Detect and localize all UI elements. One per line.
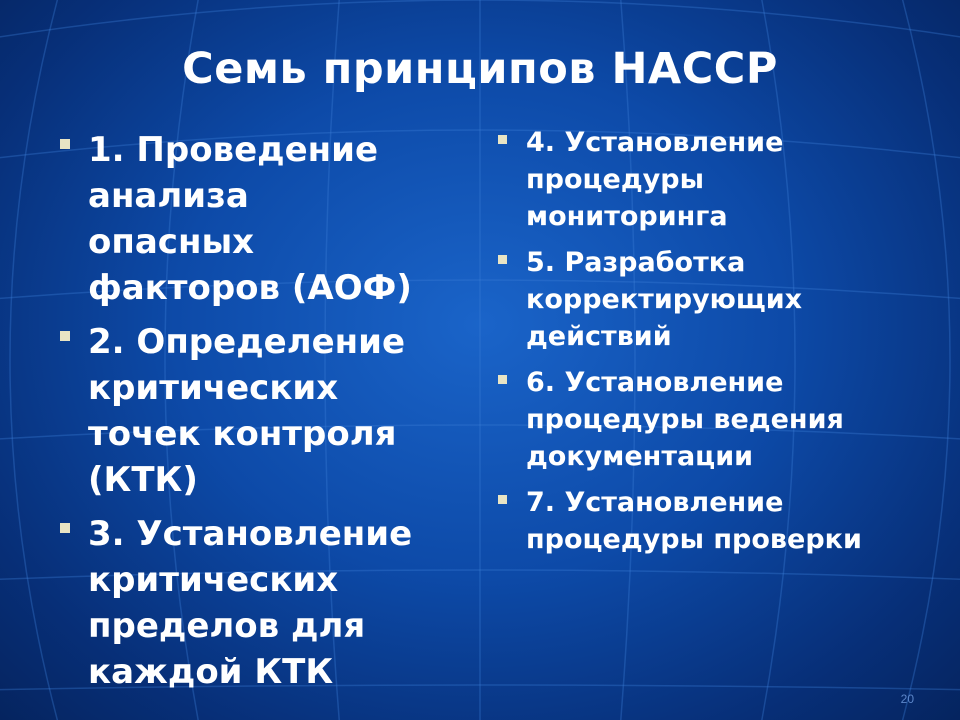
square-bullet-icon <box>498 135 507 144</box>
principle-4-text: 4. Установление процедуры мониторинга <box>526 127 784 232</box>
list-item <box>60 511 460 695</box>
square-bullet-icon <box>60 139 70 149</box>
principles-left-list <box>60 127 460 703</box>
principle-3-text: 3. Установление критических пределов для каждой КТК <box>88 514 413 692</box>
list-item <box>60 127 460 311</box>
principle-7-text: 7. Установление процедуры проверки <box>526 487 862 555</box>
square-bullet-icon <box>498 375 507 384</box>
list-item <box>60 319 460 503</box>
principles-right-list <box>498 124 948 567</box>
square-bullet-icon <box>498 495 507 504</box>
list-item <box>498 484 948 558</box>
square-bullet-icon <box>60 523 70 533</box>
slide-title: Семь принципов НАССР <box>182 44 778 94</box>
principle-6-text: 6. Установление процедуры ведения документации <box>526 367 844 472</box>
list-item <box>498 364 948 475</box>
principle-1-text: 1. Проведение анализа опасных факторов (АОФ) <box>88 130 412 308</box>
principle-5-text: 5. Разработка корректирующих действий <box>526 247 803 352</box>
list-item <box>498 124 948 235</box>
page-number: 20 <box>900 692 914 706</box>
square-bullet-icon <box>498 255 507 264</box>
list-item <box>498 244 948 355</box>
principle-2-text: 2. Определение критических точек контроля (КТК) <box>88 322 406 500</box>
square-bullet-icon <box>60 331 70 341</box>
